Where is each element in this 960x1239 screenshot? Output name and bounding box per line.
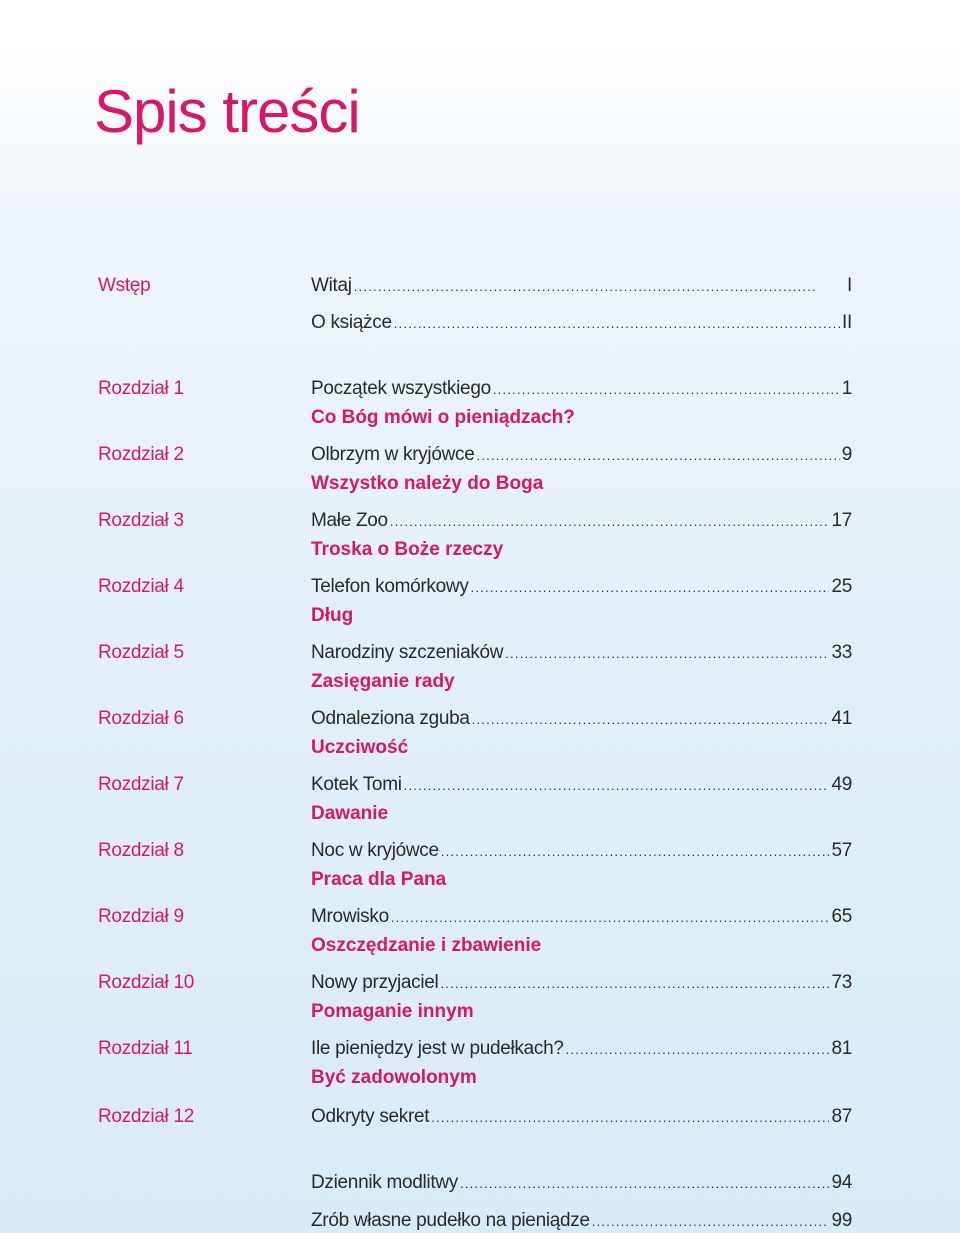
dot-leader: [394, 312, 840, 336]
page-number: 49: [831, 774, 852, 795]
dot-leader: [440, 972, 829, 996]
chapter-label: Rozdział 4: [98, 576, 184, 597]
chapter-label: Rozdział 8: [98, 840, 184, 861]
toc-row: [0, 641, 960, 692]
dot-leader: [505, 642, 829, 666]
dot-leader: [404, 774, 830, 798]
toc-row: [0, 509, 960, 560]
toc-entry[interactable]: [311, 971, 852, 996]
entry-title: Witaj: [311, 275, 352, 296]
toc-row: [0, 1105, 960, 1135]
page-number: 73: [831, 972, 852, 993]
entry-title: Mrowisko: [311, 906, 389, 927]
chapter-subtitle: Uczciwość: [311, 737, 409, 758]
toc-entry[interactable]: [311, 773, 852, 798]
entry-title: Początek wszystkiego: [311, 378, 491, 399]
dot-leader: [390, 510, 830, 534]
toc-entry[interactable]: [311, 1209, 852, 1234]
dot-leader: [460, 1172, 830, 1196]
chapter-subtitle: Pomaganie innym: [311, 1001, 474, 1022]
toc-row: [0, 1037, 960, 1088]
chapter-label: Rozdział 11: [98, 1038, 193, 1059]
entry-title: Narodziny szczeniaków: [311, 642, 504, 663]
entry-title: Telefon komórkowy: [311, 576, 469, 597]
chapter-subtitle: Co Bóg mówi o pieniądzach?: [311, 407, 575, 428]
page-number: 87: [831, 1106, 852, 1127]
chapter-subtitle: Zasięganie rady: [311, 671, 455, 692]
toc-row: [0, 1171, 960, 1201]
page-number: I: [847, 275, 852, 296]
chapter-label: Rozdział 3: [98, 510, 184, 531]
chapter-subtitle: Dług: [311, 605, 354, 626]
toc-row: [0, 311, 960, 341]
toc-row: [0, 1209, 960, 1239]
chapter-subtitle: Praca dla Pana: [311, 869, 447, 890]
dot-leader: [471, 576, 830, 600]
toc-entry[interactable]: [311, 311, 852, 336]
chapter-subtitle: Troska o Boże rzeczy: [311, 539, 504, 560]
toc-row: [0, 274, 960, 304]
page-number: 1: [841, 378, 852, 399]
page-number: 9: [841, 444, 852, 465]
toc-entry[interactable]: [311, 274, 852, 299]
chapter-label: Rozdział 12: [98, 1106, 194, 1127]
chapter-label: Wstęp: [98, 275, 151, 296]
page-number: 99: [831, 1210, 852, 1231]
page-title: Spis treści: [94, 78, 360, 145]
page-number: 17: [831, 510, 852, 531]
page-number: 41: [831, 708, 852, 729]
entry-title: Noc w kryjówce: [311, 840, 439, 861]
entry-title: Nowy przyjaciel: [311, 972, 439, 993]
page-number: 57: [831, 840, 852, 861]
page-number: 81: [831, 1038, 852, 1059]
entry-title: Odnaleziona zguba: [311, 708, 470, 729]
toc-entry[interactable]: [311, 905, 852, 930]
chapter-label: Rozdział 10: [98, 972, 194, 993]
dot-leader: [431, 1106, 829, 1130]
entry-title: Kotek Tomi: [311, 774, 402, 795]
chapter-subtitle: Wszystko należy do Boga: [311, 473, 544, 494]
chapter-label: Rozdział 9: [98, 906, 184, 927]
entry-title: O książce: [311, 312, 392, 333]
toc-entry[interactable]: [311, 509, 852, 534]
chapter-subtitle: Oszczędzanie i zbawienie: [311, 935, 542, 956]
dot-leader: [472, 708, 830, 732]
toc-row: [0, 839, 960, 890]
toc-entry[interactable]: [311, 707, 852, 732]
chapter-label: Rozdział 2: [98, 444, 184, 465]
toc-row: [0, 905, 960, 956]
page-number: 25: [831, 576, 852, 597]
chapter-label: Rozdział 6: [98, 708, 184, 729]
entry-title: Zrób własne pudełko na pieniądze: [311, 1210, 590, 1231]
toc-row: [0, 971, 960, 1022]
chapter-label: Rozdział 5: [98, 642, 184, 663]
dot-leader: [441, 840, 830, 864]
page-number: 65: [831, 906, 852, 927]
toc-row: [0, 707, 960, 758]
entry-title: Olbrzym w kryjówce: [311, 444, 475, 465]
entry-title: Odkryty sekret: [311, 1106, 430, 1127]
toc-entry[interactable]: [311, 839, 852, 864]
entry-title: Dziennik modlitwy: [311, 1172, 458, 1193]
toc-entry[interactable]: [311, 1037, 852, 1062]
page-number: 33: [831, 642, 852, 663]
toc-entry[interactable]: [311, 377, 852, 402]
toc-row: [0, 377, 960, 428]
toc-row: [0, 575, 960, 626]
toc-entry[interactable]: [311, 1171, 852, 1196]
toc-entry[interactable]: [311, 1105, 852, 1130]
dot-leader: [477, 444, 840, 468]
dot-leader: [391, 906, 830, 930]
dot-leader: [566, 1038, 830, 1062]
page-number: 94: [831, 1172, 852, 1193]
dot-leader: [354, 275, 845, 299]
chapter-subtitle: Dawanie: [311, 803, 389, 824]
entry-title: Małe Zoo: [311, 510, 388, 531]
chapter-label: Rozdział 7: [98, 774, 184, 795]
toc-row: [0, 443, 960, 494]
dot-leader: [592, 1210, 830, 1234]
chapter-subtitle: Być zadowolonym: [311, 1067, 477, 1088]
toc-entry[interactable]: [311, 443, 852, 468]
dot-leader: [493, 378, 840, 402]
toc-entry[interactable]: [311, 575, 852, 600]
entry-title: Ile pieniędzy jest w pudełkach?: [311, 1038, 564, 1059]
page-number: II: [842, 312, 852, 333]
toc-entry[interactable]: [311, 641, 852, 666]
toc-row: [0, 773, 960, 824]
chapter-label: Rozdział 1: [98, 378, 184, 399]
